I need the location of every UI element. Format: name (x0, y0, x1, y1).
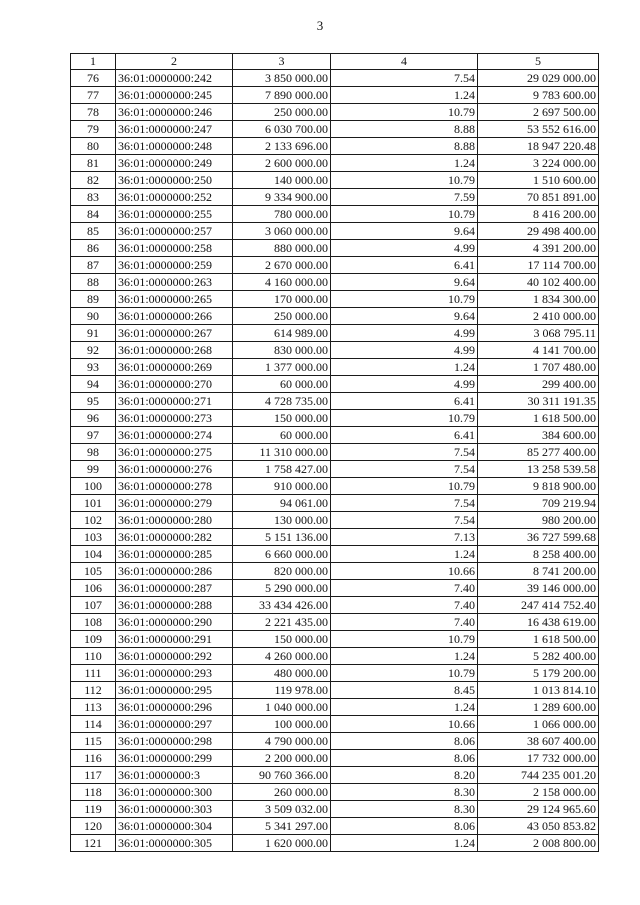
column-header-2: 2 (116, 54, 233, 70)
rate-value-cell: 7.59 (331, 189, 478, 206)
cadastral-value-cell: 7 890 000.00 (233, 87, 331, 104)
cadastral-value-cell: 6 030 700.00 (233, 121, 331, 138)
cadastral-number-cell: 36:01:0000000:267 (116, 325, 233, 342)
table-row (71, 325, 599, 342)
total-value-cell: 980 200.00 (478, 512, 599, 529)
rate-value-cell: 8.30 (331, 801, 478, 818)
table-row (71, 495, 599, 512)
rate-value-cell: 9.64 (331, 223, 478, 240)
total-value-cell: 1 618 500.00 (478, 631, 599, 648)
cadastral-number-cell: 36:01:0000000:280 (116, 512, 233, 529)
rate-value-cell: 6.41 (331, 393, 478, 410)
column-header-3: 3 (233, 54, 331, 70)
rate-value-cell: 6.41 (331, 427, 478, 444)
cadastral-number-cell: 36:01:0000000:282 (116, 529, 233, 546)
rate-value-cell: 10.79 (331, 104, 478, 121)
total-value-cell: 30 311 191.35 (478, 393, 599, 410)
table-row (71, 138, 599, 155)
table-row (71, 444, 599, 461)
table-row (71, 750, 599, 767)
cadastral-value-cell: 11 310 000.00 (233, 444, 331, 461)
total-value-cell: 29 029 000.00 (478, 70, 599, 87)
column-header-1: 1 (71, 54, 116, 70)
row-number-cell: 108 (71, 614, 116, 631)
cadastral-number-cell: 36:01:0000000:3 (116, 767, 233, 784)
total-value-cell: 13 258 539.58 (478, 461, 599, 478)
cadastral-value-cell: 4 790 000.00 (233, 733, 331, 750)
total-value-cell: 43 050 853.82 (478, 818, 599, 835)
cadastral-number-cell: 36:01:0000000:285 (116, 546, 233, 563)
total-value-cell: 8 741 200.00 (478, 563, 599, 580)
total-value-cell: 2 158 000.00 (478, 784, 599, 801)
rate-value-cell: 1.24 (331, 87, 478, 104)
cadastral-number-cell: 36:01:0000000:295 (116, 682, 233, 699)
row-number-cell: 101 (71, 495, 116, 512)
rate-value-cell: 10.79 (331, 410, 478, 427)
total-value-cell: 299 400.00 (478, 376, 599, 393)
table-row (71, 818, 599, 835)
total-value-cell: 38 607 400.00 (478, 733, 599, 750)
total-value-cell: 70 851 891.00 (478, 189, 599, 206)
cadastral-value-cell: 2 670 000.00 (233, 257, 331, 274)
rate-value-cell: 8.30 (331, 784, 478, 801)
total-value-cell: 2 008 800.00 (478, 835, 599, 852)
cadastral-number-cell: 36:01:0000000:300 (116, 784, 233, 801)
total-value-cell: 16 438 619.00 (478, 614, 599, 631)
table-row (71, 835, 599, 852)
table-row (71, 546, 599, 563)
row-number-cell: 90 (71, 308, 116, 325)
cadastral-value-cell: 150 000.00 (233, 410, 331, 427)
rate-value-cell: 9.64 (331, 274, 478, 291)
row-number-cell: 93 (71, 359, 116, 376)
table-row (71, 274, 599, 291)
total-value-cell: 5 282 400.00 (478, 648, 599, 665)
rate-value-cell: 10.79 (331, 478, 478, 495)
cadastral-value-cell: 1 758 427.00 (233, 461, 331, 478)
rate-value-cell: 7.40 (331, 580, 478, 597)
rate-value-cell: 6.41 (331, 257, 478, 274)
cadastral-number-cell: 36:01:0000000:297 (116, 716, 233, 733)
table-row (71, 682, 599, 699)
cadastral-value-cell: 480 000.00 (233, 665, 331, 682)
rate-value-cell: 1.24 (331, 835, 478, 852)
cadastral-value-cell: 2 133 696.00 (233, 138, 331, 155)
total-value-cell: 1 834 300.00 (478, 291, 599, 308)
rate-value-cell: 10.79 (331, 665, 478, 682)
row-number-cell: 115 (71, 733, 116, 750)
cadastral-value-cell: 1 040 000.00 (233, 699, 331, 716)
cadastral-number-cell: 36:01:0000000:273 (116, 410, 233, 427)
cadastral-number-cell: 36:01:0000000:304 (116, 818, 233, 835)
total-value-cell: 3 224 000.00 (478, 155, 599, 172)
cadastral-value-cell: 5 151 136.00 (233, 529, 331, 546)
rate-value-cell: 7.13 (331, 529, 478, 546)
total-value-cell: 4 141 700.00 (478, 342, 599, 359)
rate-value-cell: 1.24 (331, 155, 478, 172)
total-value-cell: 1 066 000.00 (478, 716, 599, 733)
total-value-cell: 3 068 795.11 (478, 325, 599, 342)
cadastral-number-cell: 36:01:0000000:257 (116, 223, 233, 240)
cadastral-value-cell: 5 290 000.00 (233, 580, 331, 597)
total-value-cell: 1 013 814.10 (478, 682, 599, 699)
cadastral-number-cell: 36:01:0000000:255 (116, 206, 233, 223)
cadastral-value-cell: 140 000.00 (233, 172, 331, 189)
cadastral-value-cell: 820 000.00 (233, 563, 331, 580)
cadastral-number-cell: 36:01:0000000:293 (116, 665, 233, 682)
cadastral-number-cell: 36:01:0000000:248 (116, 138, 233, 155)
total-value-cell: 5 179 200.00 (478, 665, 599, 682)
row-number-cell: 100 (71, 478, 116, 495)
table-row (71, 359, 599, 376)
cadastral-number-cell: 36:01:0000000:303 (116, 801, 233, 818)
table-row (71, 172, 599, 189)
row-number-cell: 102 (71, 512, 116, 529)
cadastral-number-cell: 36:01:0000000:258 (116, 240, 233, 257)
cadastral-value-cell: 250 000.00 (233, 308, 331, 325)
rate-value-cell: 1.24 (331, 648, 478, 665)
rate-value-cell: 8.45 (331, 682, 478, 699)
row-number-cell: 83 (71, 189, 116, 206)
row-number-cell: 111 (71, 665, 116, 682)
row-number-cell: 120 (71, 818, 116, 835)
rate-value-cell: 10.79 (331, 631, 478, 648)
cadastral-number-cell: 36:01:0000000:299 (116, 750, 233, 767)
cadastral-number-cell: 36:01:0000000:286 (116, 563, 233, 580)
total-value-cell: 1 510 600.00 (478, 172, 599, 189)
table-row (71, 393, 599, 410)
total-value-cell: 17 114 700.00 (478, 257, 599, 274)
cadastral-number-cell: 36:01:0000000:276 (116, 461, 233, 478)
total-value-cell: 1 289 600.00 (478, 699, 599, 716)
total-value-cell: 85 277 400.00 (478, 444, 599, 461)
row-number-cell: 89 (71, 291, 116, 308)
cadastral-number-cell: 36:01:0000000:298 (116, 733, 233, 750)
cadastral-value-cell: 4 260 000.00 (233, 648, 331, 665)
table-row (71, 580, 599, 597)
cadastral-value-cell: 1 377 000.00 (233, 359, 331, 376)
row-number-cell: 92 (71, 342, 116, 359)
cadastral-value-cell: 2 221 435.00 (233, 614, 331, 631)
cadastral-number-cell: 36:01:0000000:242 (116, 70, 233, 87)
cadastral-number-cell: 36:01:0000000:271 (116, 393, 233, 410)
cadastral-value-cell: 119 978.00 (233, 682, 331, 699)
rate-value-cell: 8.06 (331, 750, 478, 767)
table-row (71, 529, 599, 546)
row-number-cell: 81 (71, 155, 116, 172)
cadastral-number-cell: 36:01:0000000:252 (116, 189, 233, 206)
cadastral-value-cell: 33 434 426.00 (233, 597, 331, 614)
cadastral-number-cell: 36:01:0000000:291 (116, 631, 233, 648)
table-row (71, 461, 599, 478)
cadastral-number-cell: 36:01:0000000:290 (116, 614, 233, 631)
row-number-cell: 94 (71, 376, 116, 393)
cadastral-number-cell: 36:01:0000000:305 (116, 835, 233, 852)
table-row (71, 563, 599, 580)
rate-value-cell: 1.24 (331, 546, 478, 563)
table-header (71, 54, 599, 70)
table-row (71, 767, 599, 784)
table-row (71, 189, 599, 206)
cadastral-number-cell: 36:01:0000000:265 (116, 291, 233, 308)
cadastral-number-cell: 36:01:0000000:247 (116, 121, 233, 138)
cadastral-value-cell: 780 000.00 (233, 206, 331, 223)
cadastral-number-cell: 36:01:0000000:278 (116, 478, 233, 495)
total-value-cell: 29 498 400.00 (478, 223, 599, 240)
cadastral-number-cell: 36:01:0000000:245 (116, 87, 233, 104)
cadastral-value-cell: 4 728 735.00 (233, 393, 331, 410)
row-number-cell: 103 (71, 529, 116, 546)
cadastral-value-cell: 3 850 000.00 (233, 70, 331, 87)
cadastral-value-cell: 90 760 366.00 (233, 767, 331, 784)
table-row (71, 257, 599, 274)
cadastral-number-cell: 36:01:0000000:288 (116, 597, 233, 614)
header-row (71, 54, 599, 70)
table-row (71, 716, 599, 733)
row-number-cell: 96 (71, 410, 116, 427)
table-row (71, 648, 599, 665)
row-number-cell: 105 (71, 563, 116, 580)
cadastral-number-cell: 36:01:0000000:270 (116, 376, 233, 393)
rate-value-cell: 10.66 (331, 563, 478, 580)
row-number-cell: 104 (71, 546, 116, 563)
cadastral-number-cell: 36:01:0000000:263 (116, 274, 233, 291)
cadastral-value-cell: 100 000.00 (233, 716, 331, 733)
rate-value-cell: 10.66 (331, 716, 478, 733)
table-row (71, 240, 599, 257)
total-value-cell: 4 391 200.00 (478, 240, 599, 257)
cadastral-value-cell: 3 060 000.00 (233, 223, 331, 240)
table-body (71, 70, 599, 852)
row-number-cell: 110 (71, 648, 116, 665)
cadastral-number-cell: 36:01:0000000:266 (116, 308, 233, 325)
row-number-cell: 99 (71, 461, 116, 478)
table-row (71, 410, 599, 427)
page-number: 3 (316, 18, 324, 33)
table-row (71, 631, 599, 648)
cadastral-value-cell: 260 000.00 (233, 784, 331, 801)
total-value-cell: 18 947 220.48 (478, 138, 599, 155)
cadastral-number-cell: 36:01:0000000:275 (116, 444, 233, 461)
cadastral-value-cell: 910 000.00 (233, 478, 331, 495)
table-row (71, 121, 599, 138)
total-value-cell: 744 235 001.20 (478, 767, 599, 784)
table-row (71, 699, 599, 716)
cadastral-number-cell: 36:01:0000000:279 (116, 495, 233, 512)
rate-value-cell: 7.54 (331, 495, 478, 512)
rate-value-cell: 10.79 (331, 172, 478, 189)
rate-value-cell: 7.40 (331, 597, 478, 614)
cadastral-number-cell: 36:01:0000000:259 (116, 257, 233, 274)
table-row (71, 733, 599, 750)
rate-value-cell: 7.54 (331, 70, 478, 87)
cadastral-value-cell: 2 600 000.00 (233, 155, 331, 172)
table-row (71, 87, 599, 104)
rate-value-cell: 4.99 (331, 240, 478, 257)
column-header-5: 5 (478, 54, 599, 70)
row-number-cell: 113 (71, 699, 116, 716)
row-number-cell: 95 (71, 393, 116, 410)
row-number-cell: 121 (71, 835, 116, 852)
rate-value-cell: 4.99 (331, 325, 478, 342)
total-value-cell: 53 552 616.00 (478, 121, 599, 138)
rate-value-cell: 4.99 (331, 376, 478, 393)
rate-value-cell: 7.54 (331, 461, 478, 478)
cadastral-value-cell: 130 000.00 (233, 512, 331, 529)
cadastral-number-cell: 36:01:0000000:268 (116, 342, 233, 359)
rate-value-cell: 4.99 (331, 342, 478, 359)
row-number-cell: 79 (71, 121, 116, 138)
row-number-cell: 80 (71, 138, 116, 155)
table-row (71, 206, 599, 223)
cadastral-number-cell: 36:01:0000000:296 (116, 699, 233, 716)
rate-value-cell: 10.79 (331, 291, 478, 308)
row-number-cell: 116 (71, 750, 116, 767)
row-number-cell: 109 (71, 631, 116, 648)
cadastral-value-cell: 5 341 297.00 (233, 818, 331, 835)
cadastral-number-cell: 36:01:0000000:269 (116, 359, 233, 376)
cadastral-value-cell: 3 509 032.00 (233, 801, 331, 818)
rate-value-cell: 10.79 (331, 206, 478, 223)
rate-value-cell: 8.88 (331, 121, 478, 138)
table-row (71, 512, 599, 529)
cadastral-value-cell: 60 000.00 (233, 427, 331, 444)
total-value-cell: 40 102 400.00 (478, 274, 599, 291)
rate-value-cell: 7.54 (331, 512, 478, 529)
rate-value-cell: 7.40 (331, 614, 478, 631)
total-value-cell: 9 783 600.00 (478, 87, 599, 104)
cadastral-value-cell: 150 000.00 (233, 631, 331, 648)
total-value-cell: 8 258 400.00 (478, 546, 599, 563)
cadastral-value-cell: 6 660 000.00 (233, 546, 331, 563)
table-row (71, 665, 599, 682)
cadastral-value-cell: 1 620 000.00 (233, 835, 331, 852)
row-number-cell: 85 (71, 223, 116, 240)
cadastral-number-cell: 36:01:0000000:292 (116, 648, 233, 665)
table-row (71, 342, 599, 359)
row-number-cell: 119 (71, 801, 116, 818)
table-row (71, 376, 599, 393)
row-number-cell: 88 (71, 274, 116, 291)
row-number-cell: 84 (71, 206, 116, 223)
row-number-cell: 114 (71, 716, 116, 733)
cadastral-value-cell: 250 000.00 (233, 104, 331, 121)
cadastral-number-cell: 36:01:0000000:274 (116, 427, 233, 444)
cadastral-number-cell: 36:01:0000000:250 (116, 172, 233, 189)
table-row (71, 291, 599, 308)
row-number-cell: 82 (71, 172, 116, 189)
total-value-cell: 2 410 000.00 (478, 308, 599, 325)
row-number-cell: 76 (71, 70, 116, 87)
cadastral-number-cell: 36:01:0000000:249 (116, 155, 233, 172)
cadastral-number-cell: 36:01:0000000:246 (116, 104, 233, 121)
total-value-cell: 384 600.00 (478, 427, 599, 444)
row-number-cell: 112 (71, 682, 116, 699)
rate-value-cell: 9.64 (331, 308, 478, 325)
column-header-4: 4 (331, 54, 478, 70)
table-row (71, 597, 599, 614)
rate-value-cell: 8.88 (331, 138, 478, 155)
row-number-cell: 106 (71, 580, 116, 597)
table-row (71, 427, 599, 444)
table-row (71, 614, 599, 631)
total-value-cell: 247 414 752.40 (478, 597, 599, 614)
cadastral-value-cell: 2 200 000.00 (233, 750, 331, 767)
table-row (71, 478, 599, 495)
total-value-cell: 36 727 599.68 (478, 529, 599, 546)
row-number-cell: 118 (71, 784, 116, 801)
total-value-cell: 39 146 000.00 (478, 580, 599, 597)
cadastral-value-cell: 4 160 000.00 (233, 274, 331, 291)
rate-value-cell: 8.20 (331, 767, 478, 784)
total-value-cell: 8 416 200.00 (478, 206, 599, 223)
rate-value-cell: 7.54 (331, 444, 478, 461)
row-number-cell: 98 (71, 444, 116, 461)
total-value-cell: 29 124 965.60 (478, 801, 599, 818)
table-row (71, 70, 599, 87)
total-value-cell: 709 219.94 (478, 495, 599, 512)
total-value-cell: 2 697 500.00 (478, 104, 599, 121)
cadastral-number-cell: 36:01:0000000:287 (116, 580, 233, 597)
table-row (71, 223, 599, 240)
total-value-cell: 1 707 480.00 (478, 359, 599, 376)
cadastral-value-cell: 170 000.00 (233, 291, 331, 308)
row-number-cell: 107 (71, 597, 116, 614)
rate-value-cell: 1.24 (331, 699, 478, 716)
total-value-cell: 9 818 900.00 (478, 478, 599, 495)
table-row (71, 104, 599, 121)
table-row (71, 308, 599, 325)
total-value-cell: 1 618 500.00 (478, 410, 599, 427)
row-number-cell: 97 (71, 427, 116, 444)
cadastral-value-cell: 94 061.00 (233, 495, 331, 512)
rate-value-cell: 1.24 (331, 359, 478, 376)
table-row (71, 784, 599, 801)
cadastral-value-cell: 830 000.00 (233, 342, 331, 359)
row-number-cell: 87 (71, 257, 116, 274)
rate-value-cell: 8.06 (331, 818, 478, 835)
table-row (71, 155, 599, 172)
row-number-cell: 117 (71, 767, 116, 784)
rate-value-cell: 8.06 (331, 733, 478, 750)
row-number-cell: 78 (71, 104, 116, 121)
cadastral-value-cell: 880 000.00 (233, 240, 331, 257)
row-number-cell: 91 (71, 325, 116, 342)
cadastral-value-cell: 614 989.00 (233, 325, 331, 342)
cadastral-value-cell: 60 000.00 (233, 376, 331, 393)
row-number-cell: 77 (71, 87, 116, 104)
total-value-cell: 17 732 000.00 (478, 750, 599, 767)
table-row (71, 801, 599, 818)
row-number-cell: 86 (71, 240, 116, 257)
cadastral-value-table (70, 53, 599, 852)
cadastral-value-cell: 9 334 900.00 (233, 189, 331, 206)
